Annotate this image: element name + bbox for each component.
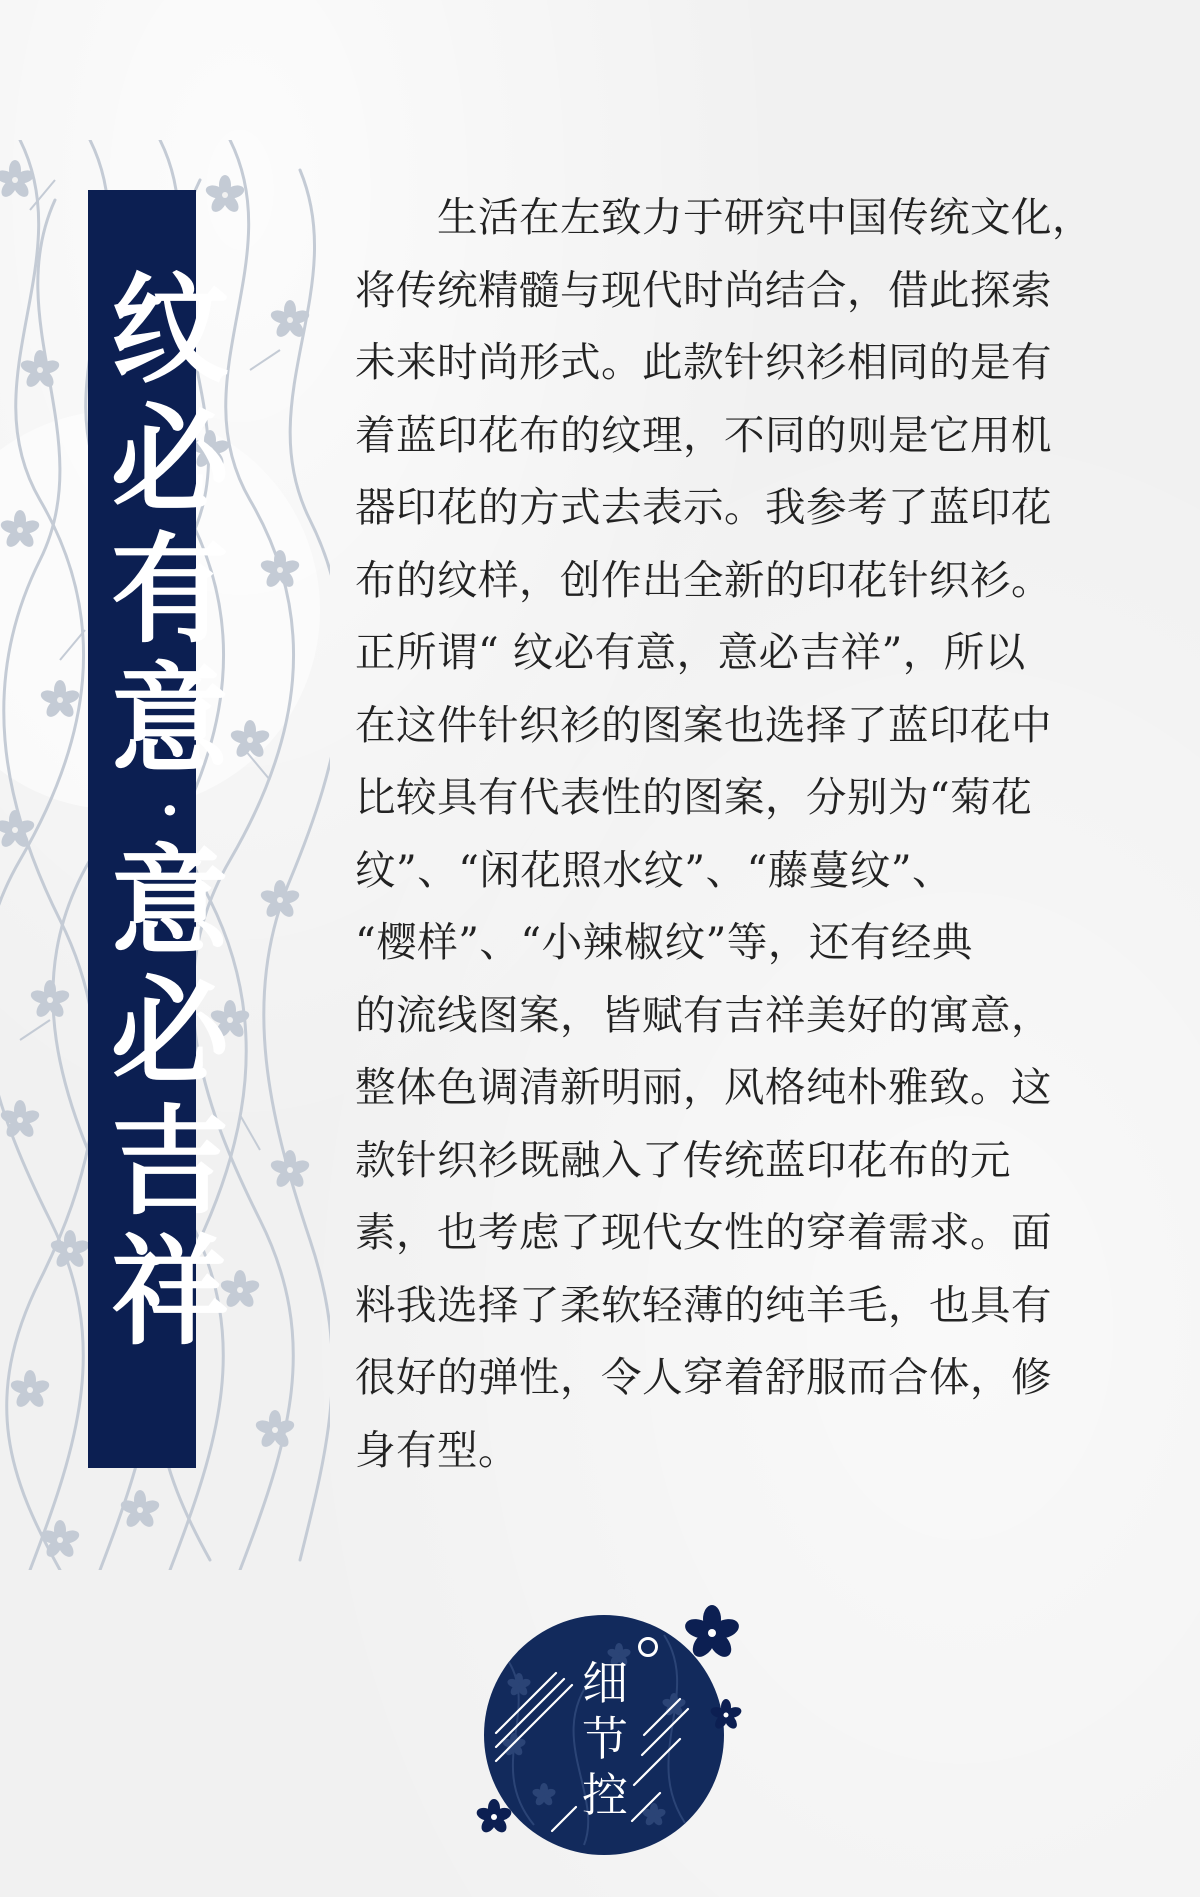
title-char: 意 [110, 650, 229, 789]
paragraph-line: 着蓝印花布的纹理，不同的则是它用机 [355, 410, 1052, 459]
paragraph-line: 将传统精髓与现代时尚结合，借此探索 [355, 265, 1052, 314]
paragraph-line: 款针织衫既融入了传统蓝印花布的元 [355, 1135, 1011, 1184]
paragraph-line: 比较具有代表性的图案，分别为“菊花 [355, 773, 1033, 821]
cherry-blossom-icon [484, 1615, 724, 1855]
paragraph-line: 未来时尚形式。此款针织衫相同的是有 [355, 338, 1052, 386]
paragraph-line: 生活在左致力于研究中国传统文化， [355, 193, 1093, 241]
title-char: 意 [110, 832, 229, 971]
paragraph-line: 布的纹样，创作出全新的印花针织衫。 [355, 555, 1052, 604]
badge-char: 细 [582, 1656, 628, 1710]
detail-badge [484, 1615, 724, 1855]
paragraph-line: 身有型。 [355, 1425, 519, 1474]
title-char: 吉 [110, 1092, 229, 1231]
paragraph-line: “樱样”、“小辣椒纹”等，还有经典 [355, 918, 973, 966]
paragraph-line: 的流线图案，皆赋有吉祥美好的寓意， [355, 990, 1052, 1039]
paragraph-line: 器印花的方式去表示。我参考了蓝印花 [355, 483, 1052, 531]
title-separator-dot: · [157, 764, 183, 857]
title-char: 纹 [110, 260, 229, 399]
paragraph-line: 正所谓“ 纹必有意，意必吉祥”，所以 [355, 628, 1026, 676]
description-paragraph [355, 181, 1135, 1486]
vertical-title [100, 260, 240, 1361]
paragraph-line: 素，也考虑了现代女性的穿着需求。面 [355, 1208, 1052, 1256]
badge-char: 控 [582, 1768, 628, 1822]
title-char: 有 [110, 520, 229, 659]
paragraph-line: 很好的弹性，令人穿着舒服而合体，修 [355, 1353, 1052, 1401]
title-char: 祥 [110, 1222, 229, 1361]
title-char: 必 [110, 390, 229, 529]
paragraph-line: 料我选择了柔软轻薄的纯羊毛，也具有 [355, 1280, 1052, 1329]
badge-char: 节 [582, 1712, 628, 1766]
title-char: 必 [110, 962, 229, 1101]
paragraph-line: 纹”、“闲花照水纹”、“藤蔓纹”、 [355, 845, 954, 894]
paragraph-line: 在这件针织衫的图案也选择了蓝印花中 [355, 700, 1052, 749]
paragraph-line: 整体色调清新明丽，风格纯朴雅致。这 [355, 1063, 1052, 1111]
